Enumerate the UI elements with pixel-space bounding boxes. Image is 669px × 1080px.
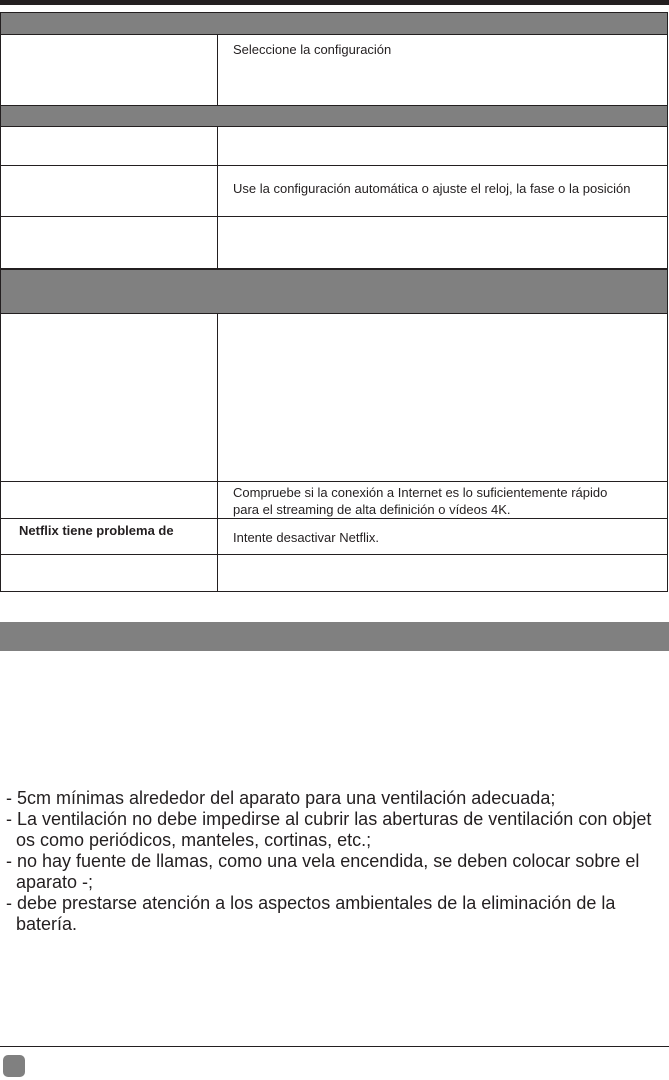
solution-cell bbox=[233, 529, 663, 546]
solution-line: para el streaming de alta definición o vídeos 4K. bbox=[233, 502, 511, 517]
footer-rule bbox=[0, 1046, 669, 1047]
top-rule bbox=[0, 0, 669, 5]
solution-line: Compruebe si la conexión a Internet es lo suficientemente rápido bbox=[233, 485, 608, 500]
table-row bbox=[0, 519, 668, 555]
symptom-text: Netflix tiene problema de bbox=[19, 523, 174, 538]
list-item-text: - debe prestarse atención a los aspectos ambientales de la eliminación de la bbox=[6, 893, 616, 913]
table-header-bar bbox=[0, 269, 668, 314]
table-row bbox=[0, 314, 668, 482]
list-item bbox=[6, 851, 666, 893]
list-item-text: - 5cm mínimas alrededor del aparato para una ventilación adecuada; bbox=[6, 788, 556, 808]
solution-cell bbox=[233, 484, 663, 518]
symptom-cell bbox=[1, 555, 218, 591]
symptom-cell bbox=[1, 314, 218, 481]
solution-cell bbox=[233, 180, 663, 197]
table-header-bar bbox=[0, 12, 668, 35]
list-item bbox=[6, 893, 666, 935]
list-item-text: - La ventilación no debe impedirse al cubrir las aberturas de ventilación con objet bbox=[6, 809, 652, 829]
table-row bbox=[0, 482, 668, 519]
symptom-cell bbox=[1, 35, 218, 105]
symptom-cell bbox=[1, 127, 218, 165]
list-item bbox=[6, 809, 666, 851]
table-row bbox=[0, 217, 668, 269]
solution-line: Use la configuración automática o ajuste el reloj, la fase o la posición bbox=[233, 181, 631, 196]
precautions-list bbox=[6, 788, 666, 935]
symptom-cell bbox=[1, 166, 218, 216]
list-item-continuation: os como periódicos, manteles, cortinas, etc.; bbox=[16, 830, 372, 850]
symptom-cell bbox=[1, 482, 218, 518]
list-item-continuation: aparato -; bbox=[16, 872, 94, 892]
solution-line: Seleccione la configuración bbox=[233, 42, 392, 57]
solution-cell bbox=[233, 41, 663, 58]
table-header-bar bbox=[0, 105, 668, 127]
table-row bbox=[0, 127, 668, 166]
table-row bbox=[0, 166, 668, 217]
solution-line: Intente desactivar Netflix. bbox=[233, 530, 379, 545]
section-header-bar bbox=[0, 622, 669, 651]
list-item-text: - no hay fuente de llamas, como una vela encendida, se deben colocar sobre el bbox=[6, 851, 640, 871]
list-item-continuation: batería. bbox=[16, 914, 78, 934]
symptom-cell bbox=[1, 217, 218, 268]
symptom-cell bbox=[1, 519, 218, 554]
page-number-badge bbox=[3, 1055, 25, 1077]
table-row bbox=[0, 555, 668, 592]
table-row bbox=[0, 35, 668, 106]
list-item bbox=[6, 788, 666, 809]
